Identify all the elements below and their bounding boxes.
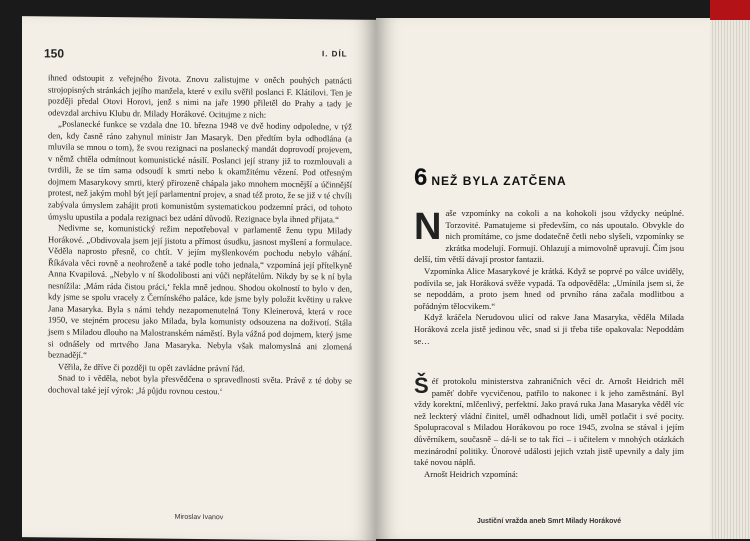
paragraph: „Poslanecké funkce se vzdala dne 10. března 1948 ve dvě hodiny odpoledne, v týž den, kdy časně ráno zahynul ministr Jan Masaryk. Den předtím byla odhodlána (a mluvila se mnou o tom), že svou rezignaci na poslanecký mandát doprovodí projevem, v němž chtěla odmítnout komunistické násilí. Poslanci její strany již to rozmlouvali a tvrdili, že se tím sama odsoudí k smrti nebo k okamžitému vězení. Pod otřesným dojmem Masarykovy smrti, který přirozeně chápala jako mnohem mocnější a účinnější protest, než jakým mohl být její parlamentní projev, a snad též proto, že se již v té chvíli zabývala úmyslem zahájit proti komunistům systematickou podzemní práci, od tohoto úmyslu upustila a podala rezignaci bez udání důvodů. Rezignace byla ihned přijata.“ <box>48 118 352 225</box>
paragraph: ihned odstoupit z veřejného života. Znovu zalistujme v oněch pouhých patnácti strojopisných stránkách jejího manžela, které v exilu svěřil poslanci F. Klátilovi. Ten je později předal Otovi Horovi, jenž s nimi na jaře 1990 přiletěl do Prahy a tady je odevzdal archivu Klubu dr. Milady Horákové. Ocitujme z nich: <box>48 72 352 120</box>
paragraph: Arnošt Heidrich vzpomíná: <box>424 468 519 479</box>
part-label: I. DÍL <box>322 49 348 59</box>
chapter-heading <box>414 164 567 192</box>
paragraph: Když kráčela Nerudovou ulicí od rakve Jana Masaryka, věděla Milada Horáková zcela jistě jedinou věc, snad si ji třeba tiše opakovala: Nepoddám se… <box>414 312 684 346</box>
paragraph: Vzpomínka Alice Masarykové je krátká. Když se poprvé po válce uviděly, podívila se, jak Horáková svěže vypadá. Ta odpověděla: „Umínila jsem si, že se nepoddám, a proto jsem hned od prvního rána začala modlitbou a pořádným tělocvikem.“ <box>414 265 684 311</box>
left-page <box>22 16 376 541</box>
open-book <box>22 18 722 539</box>
page-edges <box>710 20 750 539</box>
paragraph: Snad to i věděla, nebot byla přesvědčena o spravedlnosti světa. Právě z té doby se dochoval také její výrok: ,Já půjdu rovnou cestou.‘ <box>48 372 352 397</box>
section-one <box>414 208 684 347</box>
paragraph: Naše vzpomínky na cokoli a na kohokoli jsou vždycky neúplné. Torzovité. Pamatujeme si především, co nás upoutalo. Obvykle do nich promítáme, co jsme dodatečně četli nebo slyšeli, vzpomínky se zkrátka modelují. Formují. Ohlazují a mimovolně upravují. Čím jsou delší, tím větší dávají prostor fantazii. <box>414 206 684 265</box>
drop-cap: N <box>414 206 442 248</box>
drop-cap: Š <box>414 373 429 398</box>
author-footer: Miroslav Ivanov <box>174 513 224 522</box>
page-edge-mark <box>710 0 750 20</box>
chapter-title: NEŽ BYLA ZATČENA <box>431 174 567 188</box>
paragraph: Šéf protokolu ministerstva zahraničních věcí dr. Arnošt Heidrich měl paměť dobře vycvičenou, patřilo to nakonec i k jeho zaměstnání. Byl vždy korektní, mlčenlivý, perfektní. Jako pravá ruka Jana Masaryka věděl víc než leckterý vládní činitel, uměl odhadnout lidi, uměl potlačit i své pocity. Spolupracoval s Miladou Horákovou po roce 1945, zvolna se stával i jejím důvěrníkem, současně – dá-li se to tak říci – i učitelem v mnohých otázkách mezinárodní politiky. Únorové události jejich vztah jistě upevnily a daly jim také novou náplň. <box>414 373 684 468</box>
paragraph: Nedivme se, komunistický režim nepotřeboval v parlamentě ženu typu Milady Horákové. „Obdivovala jsem její jistotu a přímost úsudku, jasnost myšlení a formulace. Věděla naprosto přesně, co chtít. V jejím myšlenkovém pochodu nebylo váhání. Říkávala věci rovně a neohroženě a také podle toho jednala,“ vzpomíná její přítelkyně Anna Kvapilová. „Nebylo v ní škodolibosti ani vůči nepřátelům. Nikdy by se k ní byla nesnížila: ,Mám ráda čistou práci,‘ řekla mně jednou. Shodou okolností to bylo v den, kdy jsme se spolu vracely z Černínského paláce, kde jsme byly položit květiny u rakve Jana Masaryka. Byla s námi tehdy nezapomenutelná Tony Kleinerová, která v roce 1950, ve stejném procesu jako Milada, byla komunisty odsouzena na doživotí. Stála jsem s Miladou dlouho na Malostranském náměstí. Byla vážná pod dojmem, který jsme si odnášely od mrtvého Jana Masaryka. Nebyla však malomyslná ani zlomená beznadějí.“ <box>48 222 352 360</box>
chapter-number: 6 <box>414 164 428 191</box>
left-body-text <box>48 72 352 398</box>
section-two <box>414 373 684 480</box>
book-title-footer: Justiční vražda aneb Smrt Milady Horákové <box>476 518 622 525</box>
paragraph: Věřila, že dříve či později tu opět zavládne právní řád. <box>58 361 245 374</box>
page-number: 150 <box>44 46 65 61</box>
right-page <box>376 18 722 539</box>
